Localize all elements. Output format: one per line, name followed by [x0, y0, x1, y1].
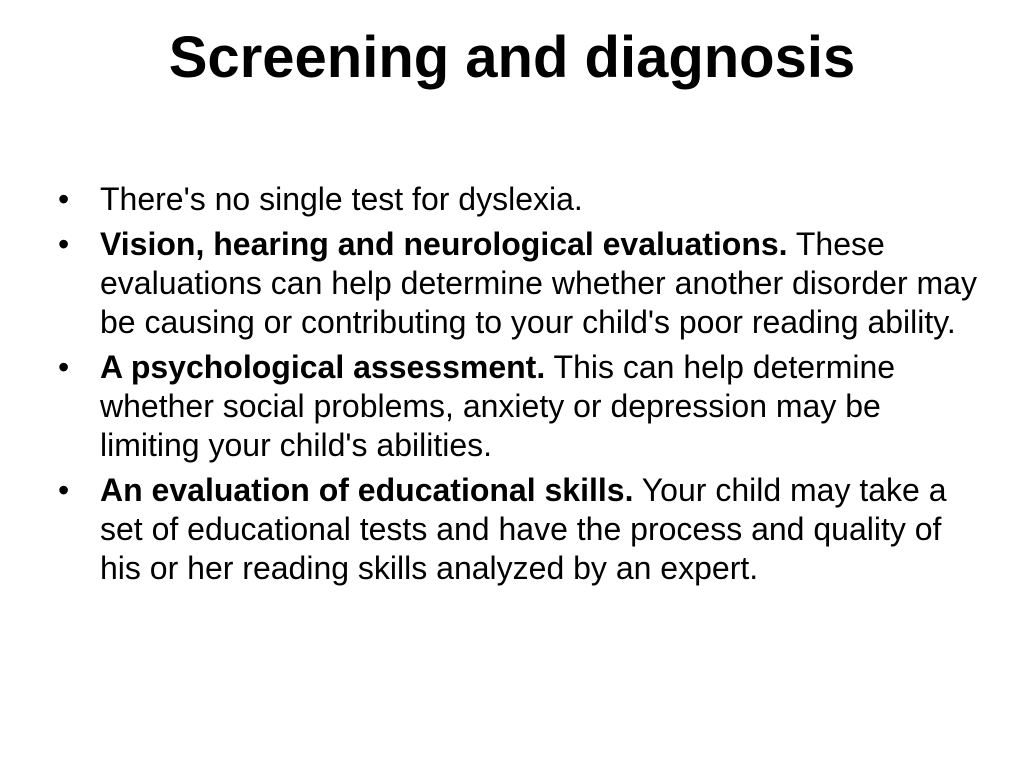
bullet-lead: An evaluation of educational skills. [100, 472, 634, 508]
bullet-text: These evaluations can help determine whether another disorder may be causing or contributing to your child's poor reading ability. [100, 226, 977, 340]
bullet-icon: • [58, 349, 70, 385]
bullet-text: There's no single test for dyslexia. [100, 181, 583, 217]
bullet-icon: • [58, 226, 70, 262]
bullet-list [58, 180, 978, 594]
bullet-text: Your child may take a set of educational tests and have the process and quality of his or her reading skills analyzed by an expert. [100, 472, 947, 586]
bullet-item-psychological [58, 348, 978, 465]
bullet-item-no-single-test [58, 180, 978, 219]
bullet-icon: • [58, 472, 70, 508]
bullet-lead: Vision, hearing and neurological evaluations. [100, 226, 788, 262]
bullet-item-educational-skills [58, 471, 978, 588]
bullet-icon: • [58, 181, 70, 217]
bullet-text: This can help determine whether social problems, anxiety or depression may be limiting your child's abilities. [100, 349, 896, 463]
bullet-lead: A psychological assessment. [100, 349, 546, 385]
slide-title: Screening and diagnosis [168, 25, 856, 90]
bullet-item-vision-hearing [58, 225, 978, 342]
